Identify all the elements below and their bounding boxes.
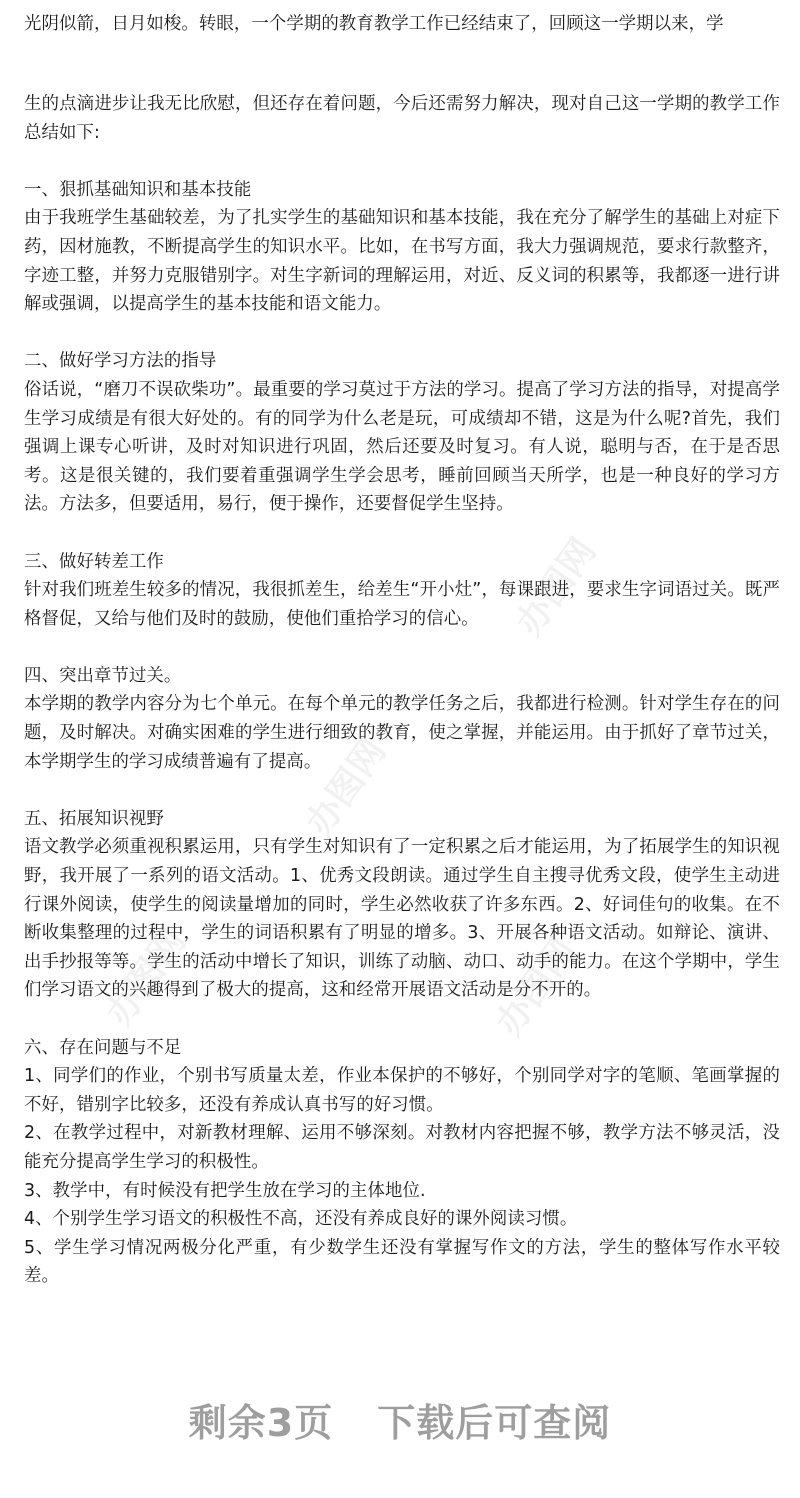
watermark: 办图网 <box>488 931 585 1044</box>
section-paragraph: 针对我们班差生较多的情况，我很抓差生，给差生“开小灶”，每课跟进，要求生字词语过关。既严格督促，又给与他们及时的鼓励，使他们重拾学习的信心。 <box>24 580 780 629</box>
section-1 <box>24 176 780 319</box>
list-item: 4、个别学生学习语文的积极性不高，还没有养成良好的课外阅读习惯。 <box>24 1209 578 1230</box>
section-4 <box>24 662 780 776</box>
section-heading: 一、狠抓基础知识和基本技能 <box>24 179 252 200</box>
list-item: 2、在教学过程中，对新教材理解、运用不够深刻。对教材内容把握不够，教学方法不够灵活，没能充分提高学生学习的积极性。 <box>24 1123 780 1172</box>
section-2 <box>24 347 780 519</box>
download-to-view-label[interactable]: 下载后可查阅 <box>377 1401 612 1445</box>
opening-line: 光阴似箭，日月如梭。转眼，一个学期的教育教学工作已经结束了，回顾这一学期以来，学 <box>24 14 724 34</box>
remaining-pages-label: 剩余3页 <box>188 1401 334 1445</box>
opening-continuation: 生的点滴进步让我无比欣慰，但还存在着问题，今后还需努力解决，现对自己这一学期的教学工作总结如下: <box>24 94 780 143</box>
section-heading: 四、突出章节过关。 <box>24 665 182 686</box>
download-prompt-banner[interactable] <box>0 1392 800 1447</box>
section-heading: 二、做好学习方法的指导 <box>24 351 217 372</box>
section-paragraph: 语文教学必须重视积累运用，只有学生对知识有了一定积累之后才能运用，为了拓展学生的知识视野，我开展了一系列的语文活动。1、优秀文段朗读。通过学生自主搜寻优秀文段，使学生主动进行课外阅读，使学生的阅读量增加的同时，学生必然收获了许多东西。2、好词佳句的收集。在不断收集整理的过程中，学生的词语积累有了明显的增多。3、开展各种语文活动。如辩论、演讲、出手抄报等等。学生的活动中增长了知识，训练了动脑、动口、动手的能力。在这个学期中，学生们学习语文的兴趣得到了极大的提高，这和经常开展语文活动是分不开的。 <box>24 837 780 1001</box>
list-item: 1、同学们的作业，个别书写质量太差，作业本保护的不够好，个别同学对字的笔顺、笔画掌握的不好，错别字比较多，还没有养成认真书写的好习惯。 <box>24 1066 780 1115</box>
watermark: 办图网 <box>298 731 395 844</box>
section-paragraph: 俗话说，“磨刀不误砍柴功”。最重要的学习莫过于方法的学习。提高了学习方法的指导，对提高学生学习成绩是有很大好处的。有的同学为什么老是玩，可成绩却不错，这是为什么呢?首先，我们强调上课专心听讲，及时对知识进行巩固，然后还要及时复习。有人说，聪明与否，在于是否思考。这是很关键的，我们要着重强调学生学会思考，睡前回顾当天所学，也是一种良好的学习方法。方法多，但要适用，易行，便于操作，还要督促学生坚持。 <box>24 379 780 515</box>
body-block <box>24 90 780 1291</box>
watermark: 办图网 <box>98 921 195 1034</box>
section-paragraph: 本学期的教学内容分为七个单元。在每个单元的教学任务之后，我都进行检测。针对学生存在的问题，及时解决。对确实困难的学生进行细致的教育，使之掌握，并能运用。由于抓好了章节过关，本学期学生的学习成绩普遍有了提高。 <box>24 694 780 772</box>
list-item: 5、学生学习情况两极分化严重，有少数学生还没有掌握写作文的方法，学生的整体写作水平较差。 <box>24 1237 780 1287</box>
section-heading: 五、拓展知识视野 <box>24 808 164 829</box>
section-heading: 三、做好转差工作 <box>24 551 164 572</box>
section-heading: 六、存在问题与不足 <box>24 1037 182 1058</box>
watermark: 办图网 <box>508 531 605 644</box>
section-5 <box>24 805 780 1005</box>
section-6 <box>24 1034 780 1291</box>
section-paragraph: 由于我班学生基础较差，为了扎实学生的基础知识和基本技能，我在充分了解学生的基础上对症下药，因材施教，不断提高学生的知识水平。比如，在书写方面，我大力强调规范，要求行款整齐，字迹工整，并努力克服错别字。对生字新词的理解运用，对近、反义词的积累等，我都逐一进行讲解或强调，以提高学生的基本技能和语文能力。 <box>24 208 780 315</box>
list-item: 3、教学中，有时候没有把学生放在学习的主体地位. <box>24 1180 426 1201</box>
section-3 <box>24 548 780 634</box>
